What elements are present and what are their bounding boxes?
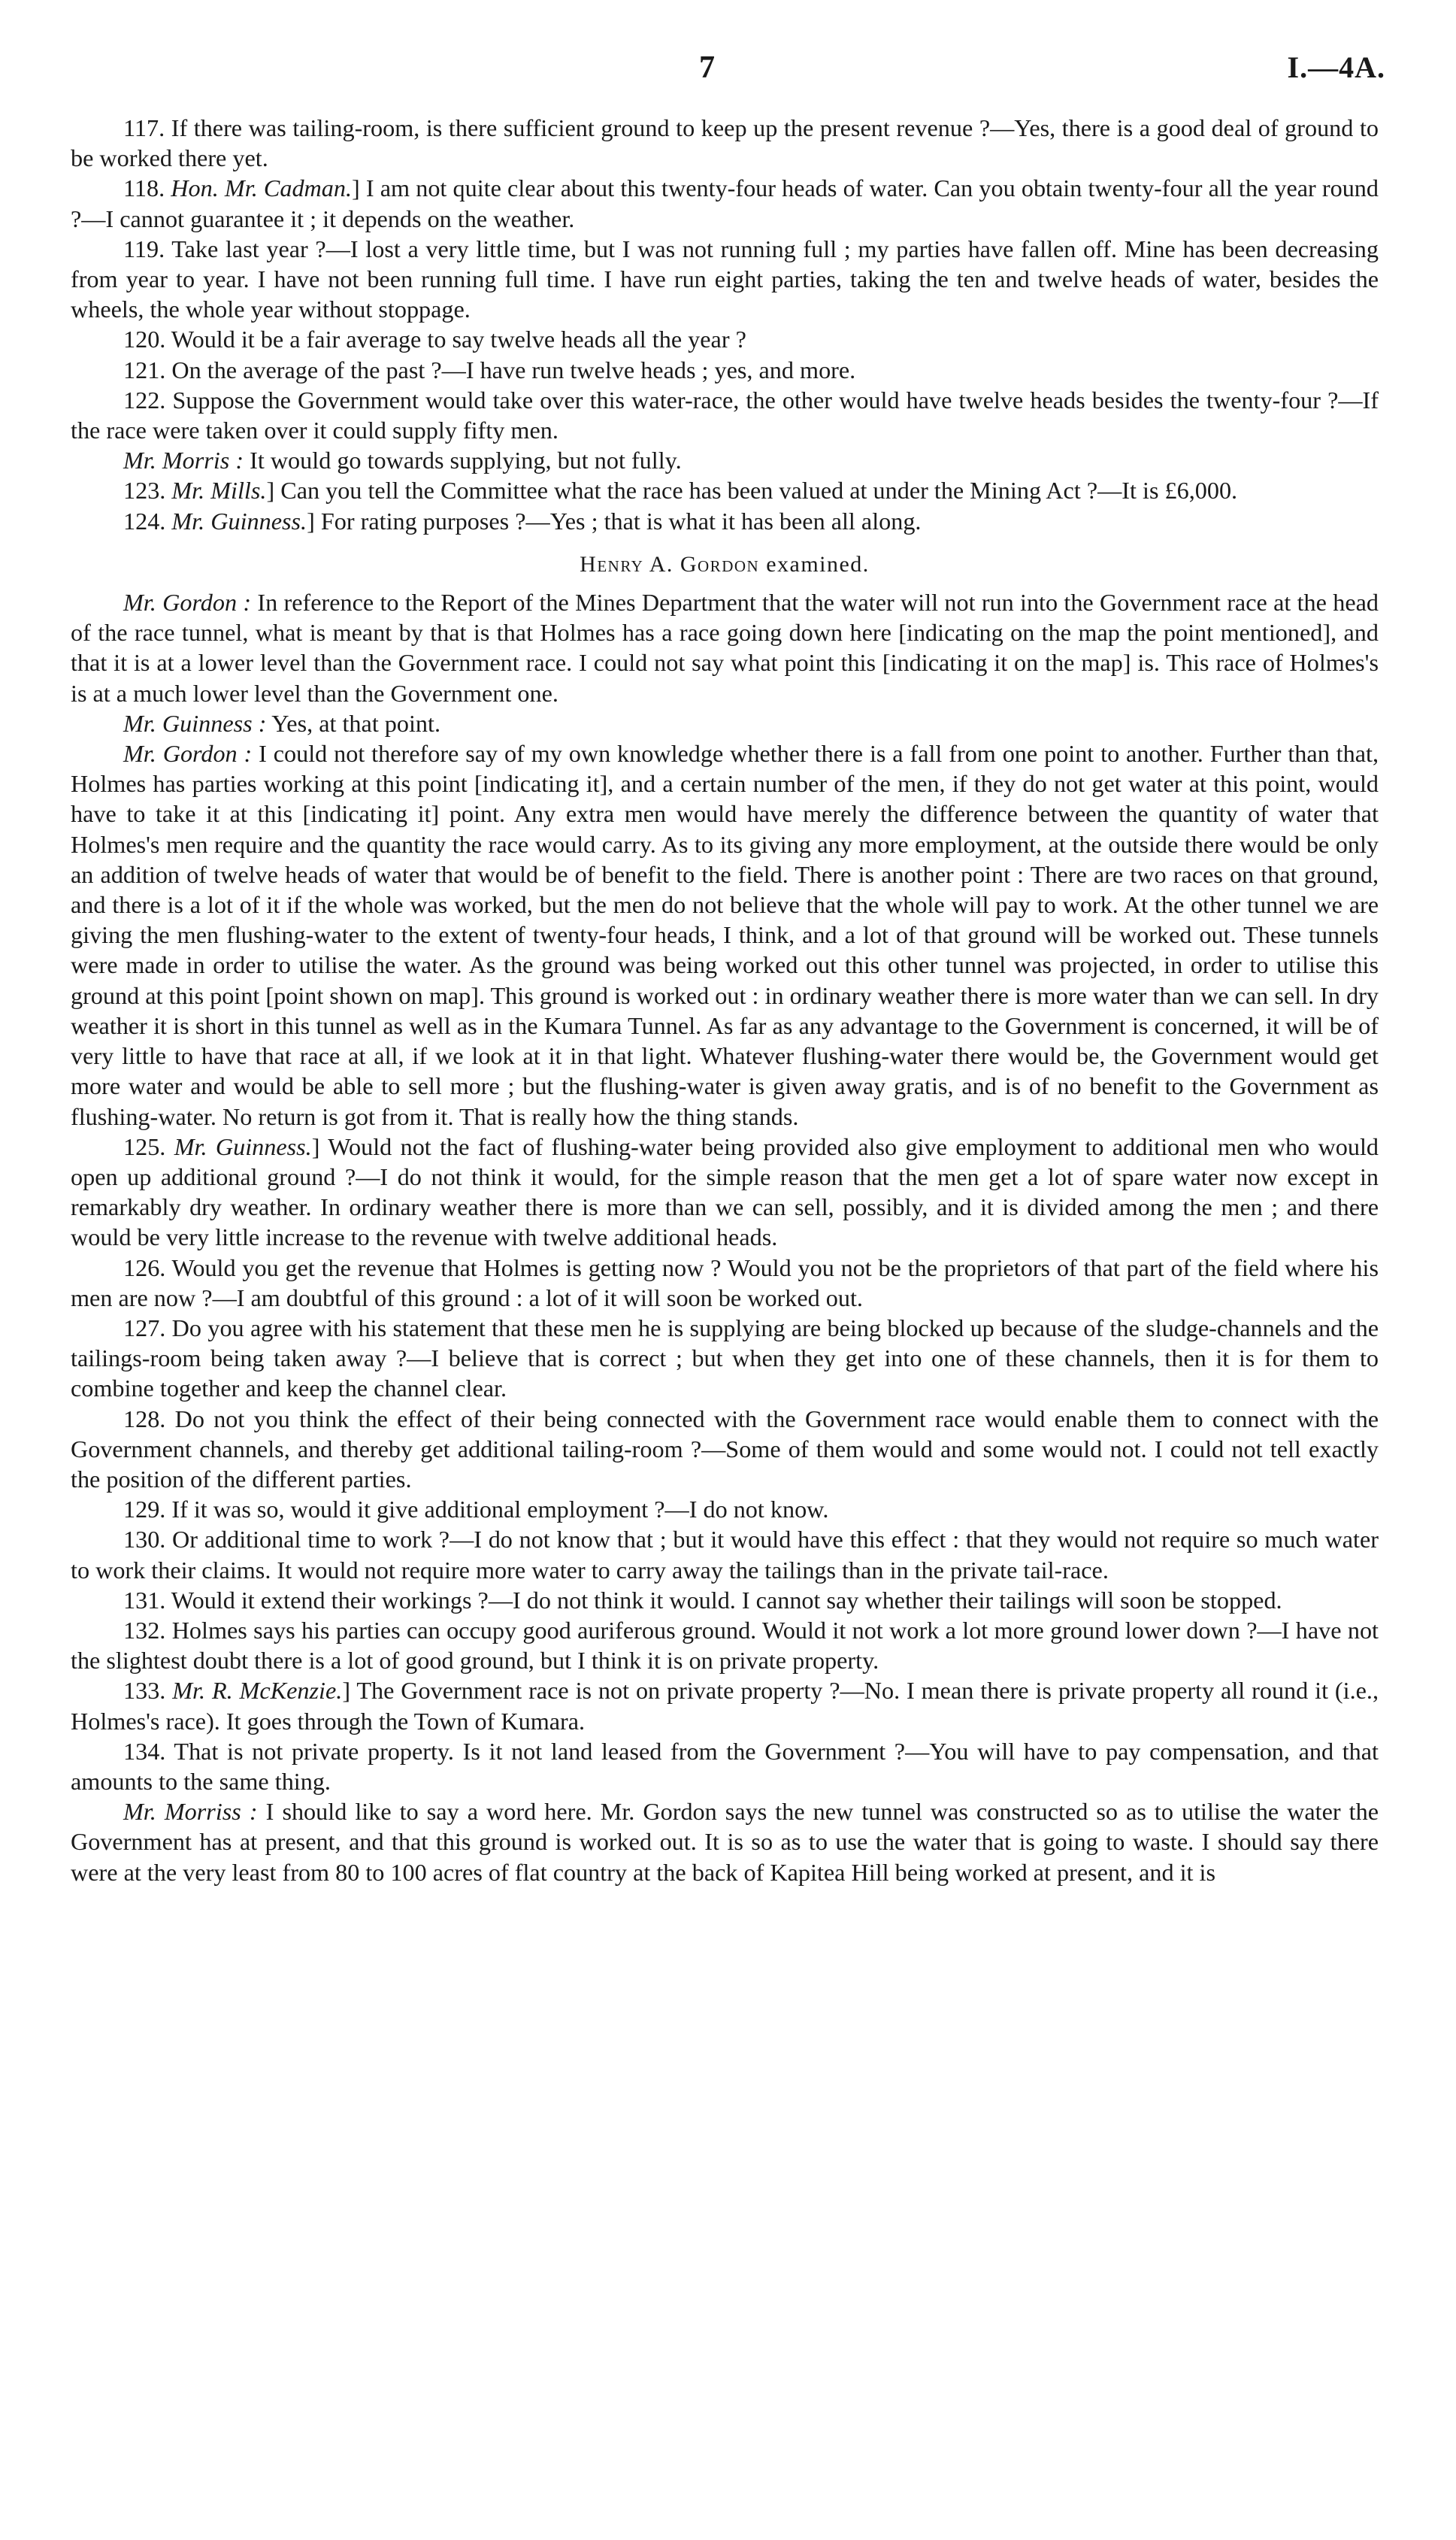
witness-role: examined. — [759, 551, 870, 577]
speaker-name: Mr. Gordon : — [123, 589, 252, 617]
testimony-text: In reference to the Report of the Mines Department that the water will not run into the Government race at the head of the race tunnel, what is meant by that is that Holmes has a race going down here [indicating on the map the point mentioned], and that it is at a lower level than the Government race. I could not say what point this [indicating it on the map] is. This race of Holmes's is at a much lower level than the Government one. — [71, 589, 1379, 707]
question-number: 132. — [123, 1616, 166, 1644]
testimony-paragraph — [71, 1585, 1379, 1615]
testimony-paragraph — [71, 1524, 1379, 1584]
question-number: 120. — [123, 326, 166, 353]
testimony-paragraph — [71, 1494, 1379, 1524]
testimony-paragraph — [71, 708, 1379, 738]
testimony-text: Take last year ?—I lost a very little time, but I was not running full ; my parties have fallen off. Mine has been decreasing from year to year. I have not been running full time. I have run eight parties, taking the ten and twelve heads of water, besides the wheels, the whole year without stoppage. — [71, 235, 1379, 323]
testimony-paragraph — [71, 475, 1379, 505]
question-number: 127. — [123, 1314, 166, 1341]
testimony-text: ] I am not quite clear about this twenty-four heads of water. Can you obtain twenty-four all the year round ?—I cannot guarantee it ; it depends on the weather. — [71, 174, 1379, 232]
testimony-paragraph — [71, 1404, 1379, 1495]
testimony-paragraph — [71, 1675, 1379, 1735]
testimony-paragraph — [71, 738, 1379, 1132]
testimony-text: I should like to say a word here. Mr. Gordon says the new tunnel was constructed so as to utilise the water the Government has at present, and that this ground is worked out. It is so as to use the water that is going to waste. I should say there were at the very least from 80 to 100 acres of flat country at the back of Kapitea Hill being worked at present, and it is — [71, 1798, 1379, 1886]
testimony-text: Holmes says his parties can occupy good auriferous ground. Would it not work a lot more ground lower down ?—I have not the slightest doubt there is a lot of good ground, but I think it is on private property. — [71, 1616, 1379, 1675]
question-number: 125. — [123, 1132, 166, 1160]
question-number: 117. — [123, 114, 165, 141]
testimony-text: Do not you think the effect of their being connected with the Government race would enable them to connect with the Government channels, and thereby get additional tailing-room ?—Some of them would and some would not. I could not tell exactly the position of the different parties. — [71, 1405, 1379, 1493]
testimony-text: Or additional time to work ?—I do not know that ; but it would have this effect : that they would not require so much water to work their claims. It would not require more water to carry away the tailings than in the private tail-race. — [71, 1526, 1379, 1584]
testimony-text: ] Can you tell the Committee what the race has been valued at under the Mining Act ?—It is £6,000. — [266, 477, 1238, 505]
question-number: 130. — [123, 1526, 166, 1553]
testimony-paragraph — [71, 385, 1379, 445]
witness-heading — [71, 550, 1379, 580]
speaker-name: Hon. Mr. Cadman. — [171, 174, 353, 202]
question-number: 134. — [123, 1737, 166, 1765]
testimony-text: If there was tailing-room, is there sufficient ground to keep up the present revenue ?—Yes, there is a good deal of ground to be worked there yet. — [71, 114, 1379, 172]
question-number: 118. — [123, 174, 165, 202]
page-number: 7 — [699, 50, 715, 85]
evidence-block-first — [71, 113, 1379, 536]
testimony-paragraph — [71, 113, 1379, 173]
speaker-name: Mr. Guinness. — [171, 507, 307, 535]
question-number: 121. — [123, 356, 166, 383]
evidence-block-second — [71, 587, 1379, 1887]
testimony-text: Would it be a fair average to say twelve heads all the year ? — [165, 326, 746, 353]
page-body — [71, 113, 1379, 1887]
question-number: 128. — [123, 1405, 166, 1432]
document-reference: I.—4A. — [1287, 50, 1385, 84]
testimony-text: That is not private property. Is it not land leased from the Government ?—You will have to pay compensation, and that amounts to the same thing. — [71, 1737, 1379, 1795]
testimony-paragraph — [71, 1796, 1379, 1887]
testimony-paragraph — [71, 173, 1379, 233]
speaker-name: Mr. Morris : — [123, 447, 244, 474]
question-number: 124. — [123, 507, 166, 535]
testimony-text: I could not therefore say of my own knowledge whether there is a fall from one point to another. Further than that, Holmes has parties working at this point [indicating it], and a certain number of the men, if they do not get water at this point, would have to take it at this [indicating it] point. Any extra men would have merely the difference between the quantity of water that Holmes's men require and the quantity the race would carry. As to its giving any more employment, at the outside there would be only an addition of twelve heads of water that would be of benefit to the field. There is another point : There are two races on that ground, and there is a lot of it if the whole was worked, but the men do not believe that the whole will pay to work. At the other tunnel we are giving the men flushing-water to the extent of twenty-four heads, I think, and a lot of that ground will be worked out. These tunnels were made in order to utilise the water. As the ground was being worked out this other tunnel was projected, in order to utilise this ground at this point [point shown on map]. This ground is worked out : in ordinary weather there is more water than we can sell. In dry weather it is short in this tunnel as well as in the Kumara Tunnel. As far as any advantage to the Government is concerned, it will be of very little to have that race at all, if we look at it in that light. Whatever flushing-water there would be, the Government would get more water and would be able to sell more ; but the flushing-water is given away gratis, and is of no benefit to the Government as flushing-water. No return is got from it. That is really how the thing stands. — [71, 740, 1379, 1130]
testimony-text: It would go towards supplying, but not fully. — [244, 447, 682, 474]
question-number: 122. — [123, 386, 166, 414]
testimony-text: Yes, at that point. — [266, 709, 441, 737]
testimony-paragraph — [71, 1253, 1379, 1313]
speaker-name: Mr. R. McKenzie. — [172, 1677, 343, 1705]
witness-name: Henry A. Gordon — [580, 551, 760, 577]
testimony-paragraph — [71, 234, 1379, 325]
testimony-paragraph — [71, 445, 1379, 475]
question-number: 119. — [123, 235, 165, 262]
testimony-text: If it was so, would it give additional employment ?—I do not know. — [165, 1496, 829, 1523]
question-number: 123. — [123, 477, 166, 505]
testimony-paragraph — [71, 355, 1379, 385]
testimony-text: Suppose the Government would take over this water-race, the other would have twelve heads besides the twenty-four ?—If the race were taken over it could supply fifty men. — [71, 386, 1379, 444]
page-header — [0, 50, 1456, 95]
question-number: 126. — [123, 1253, 166, 1281]
testimony-text: On the average of the past ?—I have run twelve heads ; yes, and more. — [165, 356, 856, 383]
speaker-name: Mr. Morriss : — [123, 1798, 258, 1826]
question-number: 129. — [123, 1496, 166, 1523]
testimony-text: ] Would not the fact of flushing-water being provided also give employment to additional men who would open up additional ground ?—I do not think it would, for the simple reason that the men get a lot of spare water now except in remarkably dry weather. In ordinary weather there is more than we can sell, possibly, and it is divided among the men ; and there would be very little increase to the revenue with twelve additional heads. — [71, 1132, 1379, 1251]
testimony-paragraph — [71, 1132, 1379, 1253]
question-number: 131. — [123, 1586, 166, 1614]
testimony-paragraph — [71, 506, 1379, 536]
testimony-paragraph — [71, 1736, 1379, 1796]
speaker-name: Mr. Guinness. — [174, 1132, 312, 1160]
testimony-paragraph — [71, 324, 1379, 354]
testimony-paragraph — [71, 1313, 1379, 1404]
speaker-name: Mr. Gordon : — [123, 740, 253, 768]
testimony-text: ] For rating purposes ?—Yes ; that is what it has been all along. — [307, 507, 922, 535]
testimony-text: Would it extend their workings ?—I do not think it would. I cannot say whether their tailings will soon be stopped. — [165, 1586, 1282, 1614]
question-number: 133. — [123, 1677, 166, 1705]
testimony-text: ] The Government race is not on private property ?—No. I mean there is private property all round it (i.e., Holmes's race). It goes through the Town of Kumara. — [71, 1677, 1379, 1735]
testimony-paragraph — [71, 1615, 1379, 1675]
testimony-paragraph — [71, 587, 1379, 708]
speaker-name: Mr. Guinness : — [123, 709, 267, 737]
testimony-text: Would you get the revenue that Holmes is getting now ? Would you not be the proprietors of that part of the field where his men are now ?—I am doubtful of this ground : a lot of it will soon be worked out. — [71, 1253, 1379, 1311]
testimony-text: Do you agree with his statement that these men he is supplying are being blocked up because of the sludge-channels and the tailings-room being taken away ?—I believe that is correct ; but when they get into one of these channels, then it is for them to combine together and keep the channel clear. — [71, 1314, 1379, 1402]
speaker-name: Mr. Mills. — [171, 477, 267, 505]
